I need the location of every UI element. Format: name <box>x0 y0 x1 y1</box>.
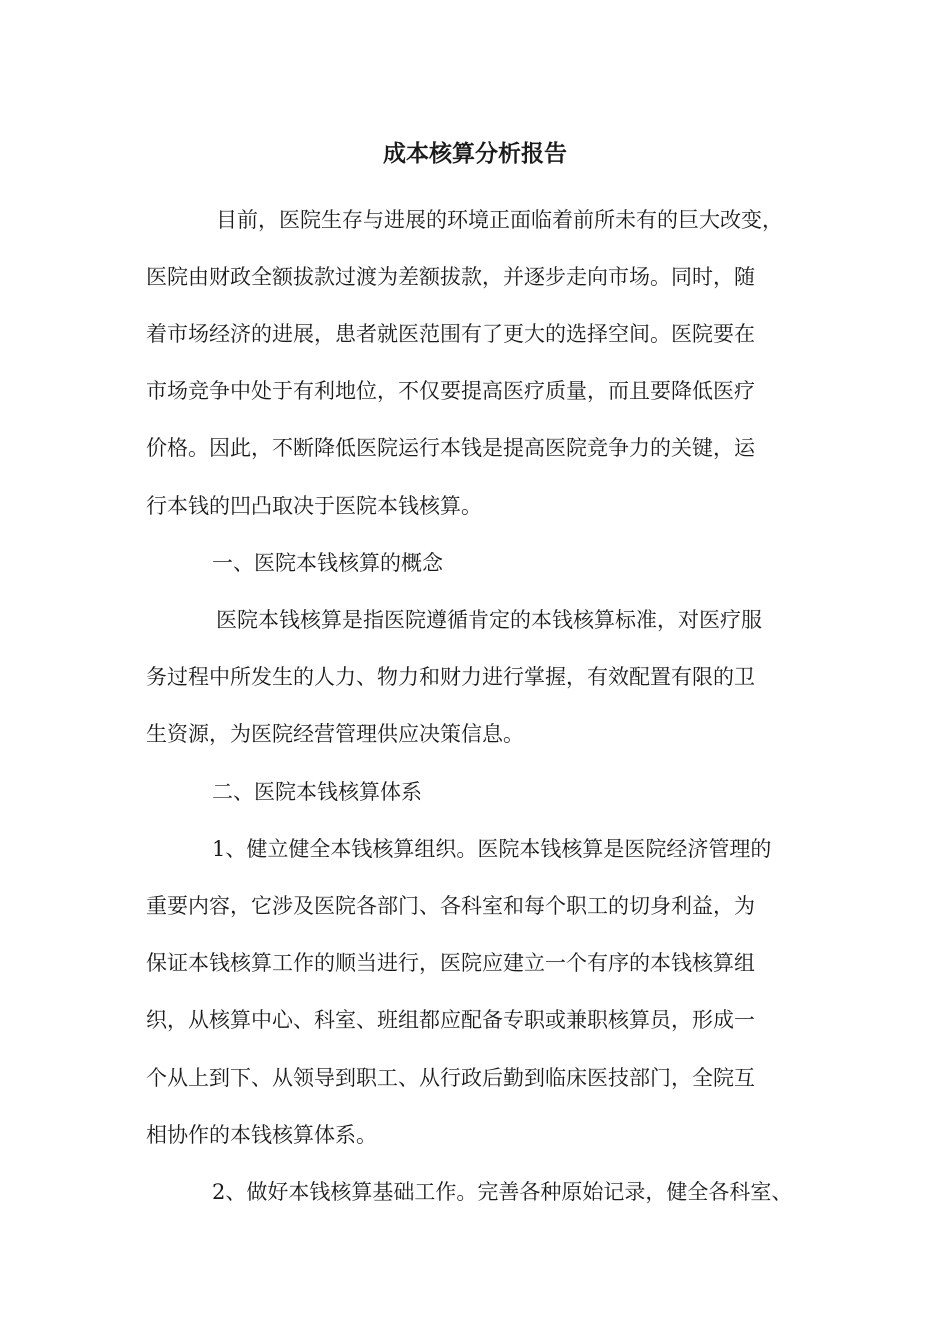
paragraph-line: 医院本钱核算是指医院遵循肯定的本钱核算标准，对医疗服 <box>216 608 762 632</box>
paragraph-line: 2、做好本钱核算基础工作。完善各种原始记录，健全各科室、 <box>212 1180 793 1204</box>
paragraph-line: 保证本钱核算工作的顺当进行，医院应建立一个有序的本钱核算组 <box>146 951 755 975</box>
section-heading: 一、医院本钱核算的概念 <box>212 551 443 575</box>
paragraph-line: 价格。因此，不断降低医院运行本钱是提高医院竞争力的关键，运 <box>146 436 755 460</box>
paragraph-line: 1、健立健全本钱核算组织。医院本钱核算是医院经济管理的 <box>212 837 772 861</box>
paragraph-line: 目前，医院生存与进展的环境正面临着前所未有的巨大改变， <box>216 208 783 232</box>
paragraph-line: 着市场经济的进展，患者就医范围有了更大的选择空间。医院要在 <box>146 322 755 346</box>
paragraph-line: 务过程中所发生的人力、物力和财力进行掌握，有效配置有限的卫 <box>146 665 755 689</box>
paragraph-line: 行本钱的凹凸取决于医院本钱核算。 <box>146 494 482 518</box>
paragraph-line: 重要内容，它涉及医院各部门、各科室和每个职工的切身利益，为 <box>146 894 755 918</box>
paragraph-line: 个从上到下、从领导到职工、从行政后勤到临床医技部门，全院互 <box>146 1066 755 1090</box>
paragraph-line: 医院由财政全额拔款过渡为差额拔款，并逐步走向市场。同时，随 <box>146 265 755 289</box>
paragraph-line: 相协作的本钱核算体系。 <box>146 1123 377 1147</box>
section-heading: 二、医院本钱核算体系 <box>212 780 422 804</box>
paragraph-line: 市场竞争中处于有利地位，不仅要提高医疗质量，而且要降低医疗 <box>146 379 755 403</box>
document-title: 成本核算分析报告 <box>383 140 567 167</box>
paragraph-line: 生资源，为医院经营管理供应决策信息。 <box>146 722 524 746</box>
paragraph-line: 织，从核算中心、科室、班组都应配备专职或兼职核算员，形成一 <box>146 1008 755 1032</box>
